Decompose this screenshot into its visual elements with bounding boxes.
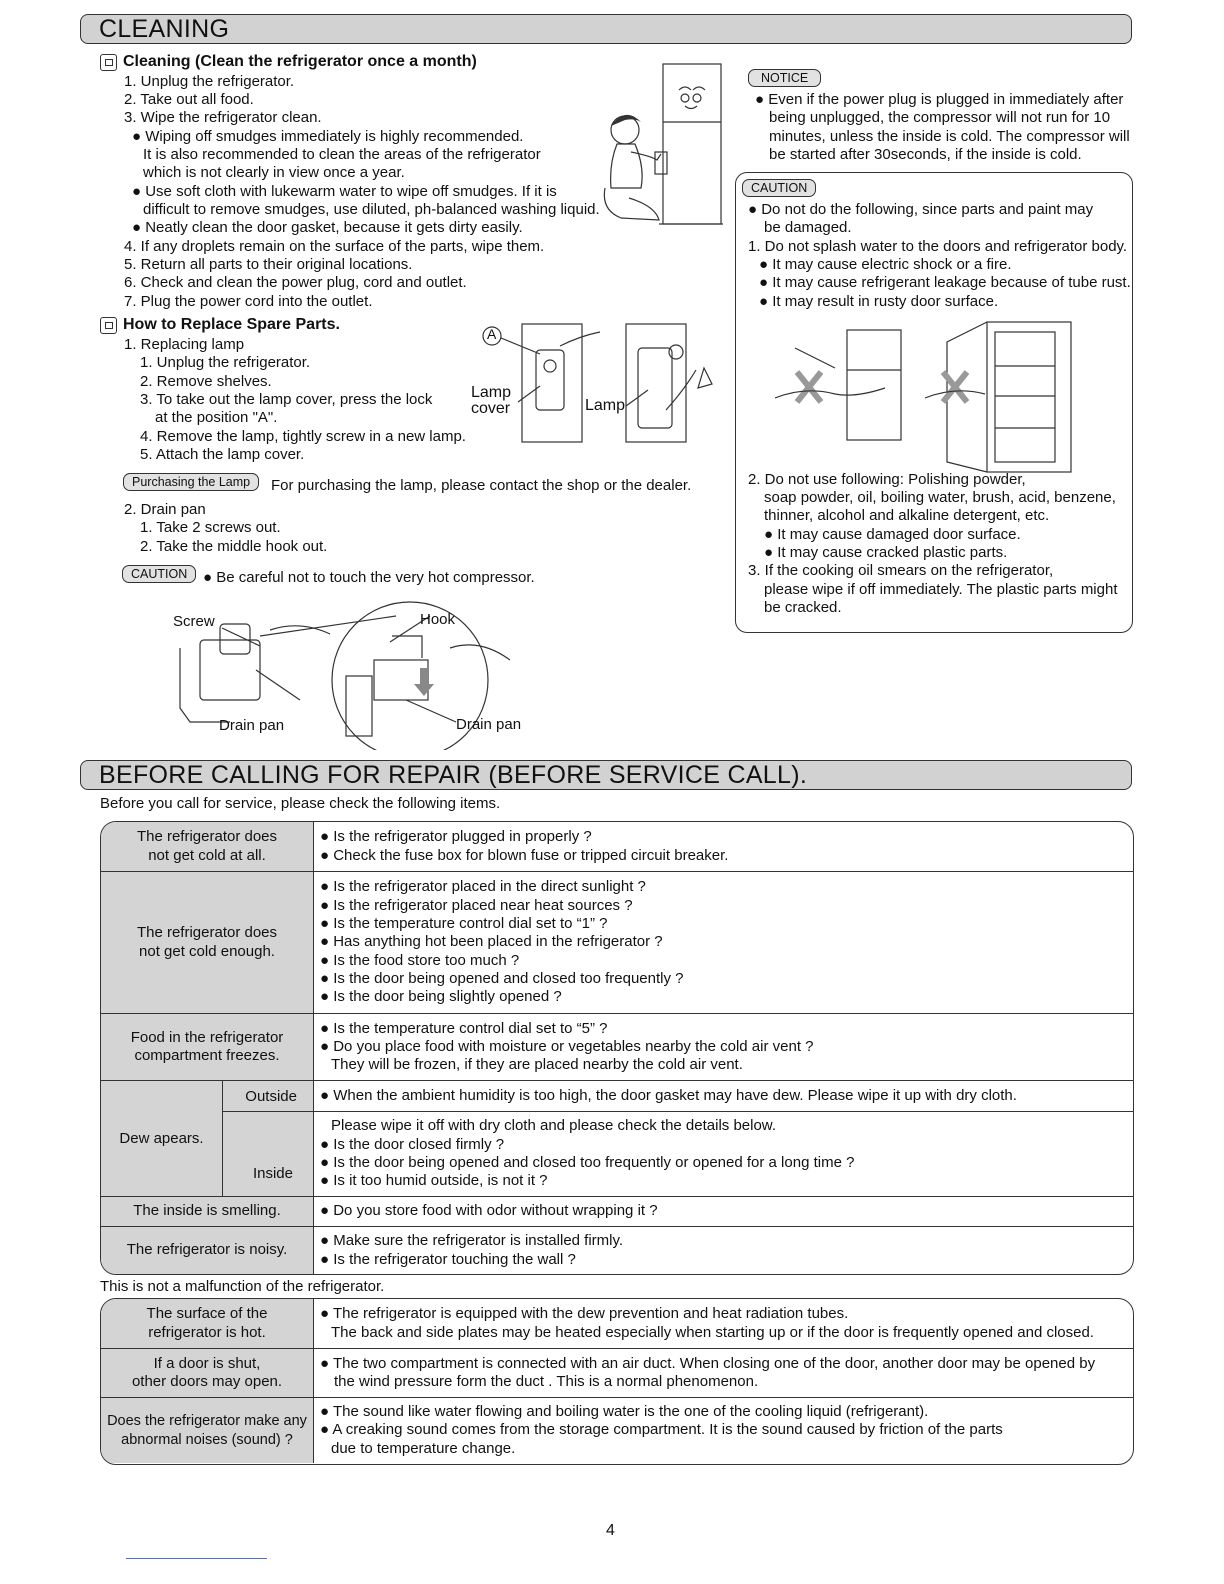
- notice-pill: NOTICE: [748, 69, 821, 87]
- cleaning-banner: CLEANING: [80, 14, 1132, 44]
- lamp-step-line: at the position "A".: [155, 409, 278, 426]
- explanation-item: ● A creaking sound comes from the storage compartment. It is the sound caused by friction of the parts: [320, 1421, 1003, 1439]
- problem-label-line: other doors may open.: [131, 1373, 283, 1390]
- explanation-item: ● The sound like water flowing and boiling water is the one of the cooling liquid (refrigerant).: [320, 1403, 929, 1421]
- explanation-item: due to temperature change.: [331, 1439, 516, 1457]
- lamp-fig-label-lamp-cover: [471, 385, 511, 417]
- problem-label-line: refrigerator is hot.: [148, 1323, 266, 1341]
- check-item: ● Make sure the refrigerator is installed firmly.: [320, 1232, 624, 1250]
- problem-label-line: The refrigerator does: [136, 924, 278, 942]
- check-item: ● Do you store food with odor without wrapping it ?: [320, 1202, 658, 1220]
- caution-line: ● Do not do the following, since parts and paint may: [748, 201, 1094, 218]
- step-line: ● Neatly clean the door gasket, because it gets dirty easily.: [132, 219, 523, 236]
- problem-label-line: not get cold enough.: [139, 942, 275, 960]
- notice-line: being unplugged, the compressor will not run for 10: [769, 109, 1111, 126]
- caution-compressor-text: ● Be careful not to touch the very hot compressor.: [203, 569, 535, 586]
- check-item: ● Is the temperature control dial set to “1” ?: [320, 915, 608, 933]
- explanation-cell: [314, 1398, 1133, 1463]
- page-number: 4: [606, 1522, 615, 1539]
- table-row: [101, 1299, 1133, 1348]
- not-malfunction-heading: This is not a malfunction of the refrigerator.: [100, 1278, 385, 1295]
- check-item: ● Check the fuse box for blown fuse or tripped circuit breaker.: [320, 846, 729, 864]
- check-item: ● Is the refrigerator plugged in properly ?: [320, 828, 592, 846]
- step-line: It is also recommended to clean the areas of the refrigerator: [143, 146, 541, 163]
- problem-cell: [101, 1014, 314, 1080]
- woman-cleaning-fridge-illustration: [575, 60, 725, 230]
- purchasing-text: For purchasing the lamp, please contact the shop or the dealer.: [271, 477, 692, 494]
- explanation-item: the wind pressure form the duct . This is a normal phenomenon.: [334, 1373, 759, 1390]
- checkbox-square-icon: [100, 317, 117, 334]
- check-item: They will be frozen, if they are placed nearby the cold air vent.: [331, 1056, 743, 1074]
- lamp-step-line: 3. To take out the lamp cover, press the lock: [140, 391, 433, 408]
- step-line: ● Use soft cloth with lukewarm water to wipe off smudges. If it is: [132, 183, 557, 200]
- check-cell: [314, 1081, 1133, 1111]
- repair-banner: BEFORE CALLING FOR REPAIR (BEFORE SERVICE CALL).: [80, 760, 1132, 790]
- lamp-step-line: 4. Remove the lamp, tightly screw in a new lamp.: [140, 428, 466, 445]
- step-line: 3. Wipe the refrigerator clean.: [124, 109, 322, 126]
- explanation-item: ● The two compartment is connected with an air duct. When closing one of the door, another door may be opened by: [320, 1354, 1096, 1372]
- check-item: ● Is the temperature control dial set to “5” ?: [320, 1019, 608, 1037]
- problem-label-line: If a door is shut,: [153, 1354, 261, 1372]
- caution-line: be damaged.: [764, 219, 852, 236]
- caution-line: ● It may result in rusty door surface.: [759, 293, 999, 310]
- lamp-fig-label-a: A: [487, 326, 497, 342]
- problem-cell: [101, 1197, 314, 1226]
- check-item: ● Do you place food with moisture or vegetables nearby the cold air vent ?: [320, 1037, 814, 1055]
- check-item: ● Is the refrigerator touching the wall ?: [320, 1250, 576, 1268]
- step-line: 4. If any droplets remain on the surface of the parts, wipe them.: [124, 238, 545, 255]
- lamp-cover-line-1: Lamp: [471, 384, 512, 401]
- check-cell: [314, 1112, 1133, 1196]
- checkbox-square-icon: [100, 54, 117, 71]
- caution-box-pill: CAUTION: [742, 179, 816, 197]
- problem-cell: [101, 822, 314, 871]
- table-row: [101, 1013, 1133, 1080]
- problem-label-line: abnormal noises (sound) ?: [121, 1431, 293, 1448]
- lamp-replacement-illustration: [480, 320, 720, 445]
- step-line: 1. Unplug the refrigerator.: [124, 73, 295, 90]
- problem-label-line: The refrigerator is noisy.: [126, 1241, 288, 1259]
- problem-label-line: compartment freezes.: [134, 1047, 280, 1064]
- caution-line: 2. Do not use following: Polishing powder,: [748, 471, 1026, 488]
- problem-cell: [101, 872, 314, 1013]
- not-malfunction-table: [100, 1298, 1134, 1465]
- drain-fig-label-drain-pan-left: Drain pan: [219, 717, 285, 734]
- check-item: ● Is the refrigerator placed near heat sources ?: [320, 896, 633, 914]
- lamp-step-line: 2. Remove shelves.: [140, 373, 272, 390]
- heading-text: Cleaning (Clean the refrigerator once a month): [123, 53, 477, 70]
- check-item: ● Is the door being opened and closed too frequently ?: [320, 969, 684, 987]
- explanation-cell: [314, 1299, 1133, 1348]
- notice-line: be started after 30seconds, if the inside is cold.: [769, 146, 1082, 163]
- problem-label-line: The refrigerator does: [136, 828, 278, 846]
- dew-subrows: [223, 1081, 1133, 1196]
- table-row: [101, 1397, 1133, 1463]
- check-item: ● Is the door being slightly opened ?: [320, 988, 562, 1006]
- problem-label-line: Does the refrigerator make any: [107, 1413, 307, 1430]
- repair-intro: Before you call for service, please check the following items.: [100, 795, 501, 812]
- spare-parts-heading: [100, 316, 340, 334]
- problem-label-line: not get cold at all.: [148, 846, 266, 864]
- lamp-cover-line-2: cover: [471, 400, 511, 417]
- step-line: 2. Take out all food.: [124, 91, 254, 108]
- check-cell: [314, 1197, 1133, 1226]
- lamp-step-line: 1. Unplug the refrigerator.: [140, 354, 311, 371]
- lamp-step-line: 5. Attach the lamp cover.: [140, 446, 305, 463]
- caution-line: ● It may cause electric shock or a fire.: [759, 256, 1012, 273]
- explanation-cell: [314, 1349, 1133, 1397]
- check-item: ● Has anything hot been placed in the refrigerator ?: [320, 933, 663, 951]
- caution-line: ● It may cause refrigerant leakage because of tube rust.: [759, 274, 1131, 291]
- check-cell: [314, 1014, 1133, 1080]
- caution-line: 3. If the cooking oil smears on the refrigerator,: [748, 562, 1054, 579]
- heading-text: How to Replace Spare Parts.: [123, 316, 340, 333]
- purchasing-lamp-pill: Purchasing the Lamp: [123, 473, 259, 491]
- problem-label-line: Food in the refrigerator: [130, 1028, 284, 1046]
- dew-outside-label: Outside: [223, 1081, 314, 1111]
- dew-inside-row: [223, 1112, 1133, 1196]
- caution-line: be cracked.: [764, 599, 842, 616]
- caution-line: soap powder, oil, boiling water, brush, acid, benzene,: [764, 489, 1116, 506]
- drain-step-line: 1. Take 2 screws out.: [140, 519, 281, 536]
- drain-step-line: 2. Take the middle hook out.: [140, 538, 328, 555]
- table-row: [101, 1196, 1133, 1226]
- footer-rule: [126, 1558, 267, 1559]
- table-row: [101, 871, 1133, 1013]
- problem-label-line: The surface of the: [146, 1305, 268, 1323]
- step-line: which is not clearly in view once a year.: [143, 164, 405, 181]
- caution-line: thinner, alcohol and alkaline detergent, etc.: [764, 507, 1050, 524]
- dew-outside-row: [223, 1081, 1133, 1112]
- drain-step-line: 2. Drain pan: [124, 501, 206, 518]
- notice-line: minutes, unless the inside is cold. The compressor will: [769, 128, 1130, 145]
- problem-cell: [101, 1227, 314, 1274]
- check-item: ● Is the door being opened and closed too frequently or opened for a long time ?: [320, 1154, 855, 1171]
- check-item: ● When the ambient humidity is too high, the door gasket may have dew. Please wipe it up with dry cloth.: [320, 1086, 1017, 1104]
- check-item: ● Is it too humid outside, is not it ?: [320, 1172, 548, 1190]
- explanation-item: ● The refrigerator is equipped with the dew prevention and heat radiation tubes.: [320, 1305, 849, 1323]
- dew-inside-label: Inside: [223, 1112, 314, 1196]
- problem-cell: [101, 1349, 314, 1397]
- drain-fig-label-screw: Screw: [173, 613, 215, 630]
- caution-line: ● It may cause cracked plastic parts.: [764, 544, 1008, 561]
- step-line: difficult to remove smudges, use diluted, ph-balanced washing liquid.: [143, 201, 600, 218]
- troubleshooting-table: [100, 821, 1134, 1275]
- lamp-step-line: 1. Replacing lamp: [124, 336, 245, 353]
- drain-fig-label-drain-pan-right: Drain pan: [456, 716, 522, 733]
- problem-cell: [101, 1299, 314, 1348]
- check-item: ● Is the refrigerator placed in the direct sunlight ?: [320, 878, 646, 896]
- step-line: 7. Plug the power cord into the outlet.: [124, 293, 373, 310]
- problem-label-line: The inside is smelling.: [133, 1202, 281, 1220]
- notice-line: ● Even if the power plug is plugged in immediately after: [755, 91, 1124, 108]
- caution-pill-compressor: CAUTION: [122, 565, 196, 583]
- caution-line: please wipe if off immediately. The plastic parts might: [764, 581, 1118, 598]
- check-cell: [314, 1227, 1133, 1274]
- table-row: [101, 822, 1133, 871]
- do-not-splash-water-illustration: [775, 318, 1085, 476]
- problem-label-line: Dew apears.: [119, 1130, 204, 1147]
- check-item: ● Is the door closed firmly ?: [320, 1135, 505, 1153]
- explanation-item: The back and side plates may be heated especially when starting up or if the door is frequently opened and closed.: [331, 1323, 1094, 1341]
- step-line: ● Wiping off smudges immediately is highly recommended.: [132, 128, 524, 145]
- step-line: 5. Return all parts to their original locations.: [124, 256, 413, 273]
- step-line: 6. Check and clean the power plug, cord and outlet.: [124, 274, 467, 291]
- problem-cell: [101, 1081, 223, 1196]
- cleaning-monthly-heading: [100, 53, 477, 71]
- check-item: Please wipe it off with dry cloth and please check the details below.: [331, 1117, 776, 1135]
- check-item: ● Is the food store too much ?: [320, 951, 520, 969]
- caution-line: 1. Do not splash water to the doors and refrigerator body.: [748, 238, 1128, 255]
- check-cell: [314, 872, 1133, 1013]
- problem-cell: [101, 1398, 314, 1463]
- table-row: [101, 1226, 1133, 1274]
- drain-fig-label-hook: Hook: [420, 611, 456, 628]
- caution-line: ● It may cause damaged door surface.: [764, 526, 1021, 543]
- table-row: [101, 1348, 1133, 1397]
- check-cell: [314, 822, 1133, 871]
- table-row: [101, 1080, 1133, 1196]
- lamp-fig-label-lamp: Lamp: [585, 397, 626, 414]
